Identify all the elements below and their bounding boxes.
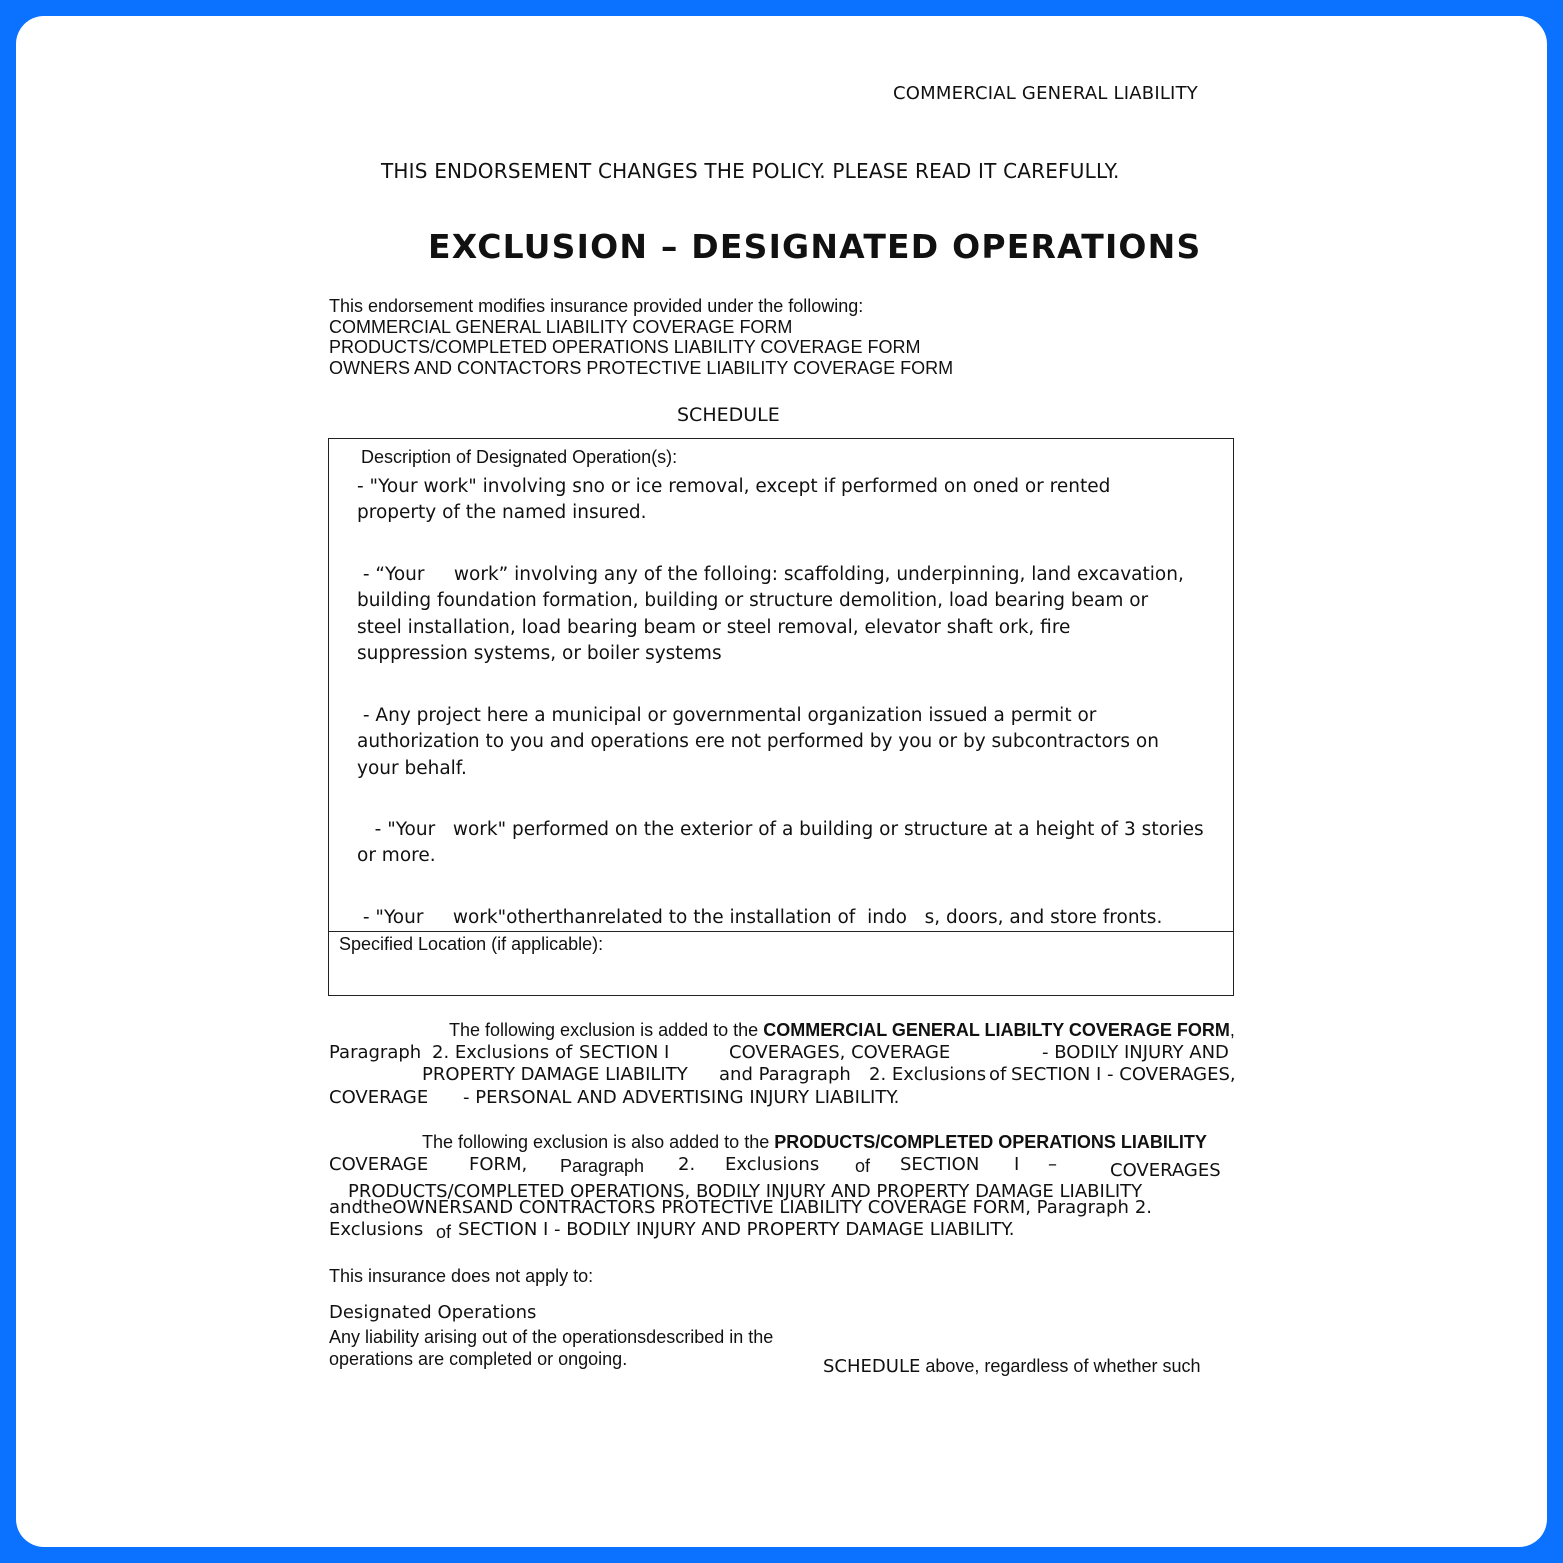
designated-operations-heading: Designated Operations bbox=[329, 1302, 537, 1323]
intro-block bbox=[329, 296, 953, 378]
closing-line-1: Any liability arising out of the operationsdescribed in the bbox=[329, 1327, 774, 1347]
cgl-personal bbox=[463, 1087, 899, 1108]
cgl-coverage: COVERAGE bbox=[329, 1087, 429, 1108]
designated-operation-4: - "Your work" performed on the exterior of a building or structure at a height of 3 stories or more. bbox=[357, 819, 1204, 867]
covered-form-1: COMMERCIAL GENERAL LIABILITY COVERAGE FORM bbox=[329, 316, 793, 337]
closing-tail-text: above, regardless of whether such bbox=[920, 1356, 1201, 1376]
designated-operation-1: - "Your work" involving sno or ice removal, except if performed on oned or rented property of the named insured. bbox=[357, 476, 1111, 524]
cgl-coverages: COVERAGES, COVERAGE bbox=[729, 1042, 951, 1063]
closing-tail bbox=[823, 1356, 1201, 1377]
products-exclusions: Exclusions bbox=[725, 1154, 820, 1175]
products-dash: – bbox=[1048, 1154, 1057, 1175]
products-line-4 bbox=[329, 1197, 1152, 1218]
cgl-of: of bbox=[555, 1042, 573, 1063]
page-title: EXCLUSION – DESIGNATED OPERATIONS bbox=[428, 227, 1202, 266]
cgl-of-2: of bbox=[989, 1064, 1007, 1085]
products-exclusions-2: Exclusions bbox=[329, 1219, 424, 1240]
products-owners-form: OWNERSAND CONTRACTORS PROTECTIVE LIABILITY COVERAGE FORM bbox=[392, 1197, 1026, 1218]
cgl-and-paragraph: and Paragraph bbox=[719, 1064, 851, 1085]
products-line-1 bbox=[422, 1132, 1207, 1153]
schedule-heading: SCHEDULE bbox=[677, 404, 780, 426]
designated-operation-5: - "Your work"otherthanrelated to the installation of indo s, doors, and store fronts. bbox=[357, 907, 1163, 928]
cgl-property: PROPERTY DAMAGE LIABILITY bbox=[422, 1064, 688, 1085]
location-label: Specified Location (if applicable): bbox=[339, 934, 604, 954]
products-of-2: of bbox=[436, 1222, 452, 1242]
cgl-comma: , bbox=[1229, 1020, 1235, 1040]
designated-operation-2: - “Your work” involving any of the folloing: scaffolding, underpinning, land excavation, building foundation formation, building or structure demolition, load bearing beam or steel installation, load bearing beam or steel removal, elevator shaft ork, fire suppression systems, or boiler systems bbox=[357, 564, 1184, 664]
closing-schedule-word: SCHEDULE bbox=[823, 1356, 921, 1377]
products-section: SECTION bbox=[900, 1154, 980, 1175]
products-coverages: COVERAGES bbox=[1110, 1160, 1221, 1181]
covered-form-2: PRODUCTS/COMPLETED OPERATIONS LIABILITY COVERAGE FORM bbox=[329, 337, 921, 357]
products-section-2: SECTION I - BODILY INJURY AND PROPERTY DAMAGE LIABILITY. bbox=[458, 1219, 1015, 1240]
closing-line-2: operations are completed or ongoing. bbox=[329, 1349, 628, 1369]
products-line-3: PRODUCTS/COMPLETED OPERATIONS, BODILY INJURY AND PROPERTY DAMAGE LIABILITY bbox=[348, 1181, 1143, 1202]
products-paragraph: Paragraph bbox=[560, 1156, 645, 1176]
cgl-form-name: COMMERCIAL GENERAL LIABILTY COVERAGE FORM bbox=[763, 1020, 1230, 1040]
products-lead: The following exclusion is also added to the bbox=[422, 1132, 775, 1152]
designated-operation-3: - Any project here a municipal or governmental organization issued a permit or authorization to you and operations ere not performed by you or by subcontractors on your behalf. bbox=[357, 705, 1159, 779]
products-coverage: COVERAGE bbox=[329, 1154, 429, 1175]
products-comma-paragraph: , Paragraph bbox=[1025, 1197, 1129, 1218]
cgl-line-1 bbox=[449, 1020, 1235, 1041]
products-form-name: PRODUCTS/COMPLETED OPERATIONS LIABILITY bbox=[774, 1132, 1207, 1152]
schedule-table bbox=[328, 438, 1234, 996]
products-form-word: FORM, bbox=[469, 1154, 528, 1175]
covered-form-3: OWNERS AND CONTACTORS PROTECTIVE LIABILITY COVERAGE FORM bbox=[329, 357, 954, 378]
schedule-divider bbox=[329, 931, 1233, 932]
cgl-period: . bbox=[893, 1087, 900, 1108]
cgl-lead: The following exclusion is added to the bbox=[449, 1020, 764, 1040]
products-roman: I bbox=[1014, 1154, 1020, 1175]
description-label: Description of Designated Operation(s): bbox=[361, 447, 678, 467]
not-apply-text: This insurance does not apply to: bbox=[329, 1266, 594, 1286]
cgl-section: SECTION I bbox=[579, 1042, 670, 1063]
cgl-personal-text: - PERSONAL AND ADVERTISING INJURY LIABILITY bbox=[463, 1087, 894, 1108]
endorsement-notice: THIS ENDORSEMENT CHANGES THE POLICY. PLEASE READ IT CAREFULLY. bbox=[381, 159, 1120, 183]
intro-lead: This endorsement modifies insurance provided under the following: bbox=[329, 296, 864, 316]
cgl-section-2: SECTION I - COVERAGES, bbox=[1011, 1064, 1236, 1085]
products-num: 2. bbox=[678, 1154, 696, 1175]
form-type-label: COMMERCIAL GENERAL LIABILITY bbox=[893, 83, 1198, 104]
products-andthe: andthe bbox=[329, 1197, 393, 1218]
cgl-paragraph: Paragraph bbox=[329, 1042, 422, 1063]
products-of: of bbox=[855, 1156, 871, 1176]
document-page bbox=[16, 16, 1547, 1547]
cgl-bodily: - BODILY INJURY AND bbox=[1042, 1042, 1229, 1063]
products-num-2: 2. bbox=[1134, 1197, 1153, 1218]
cgl-exclusions-2: 2. Exclusions bbox=[869, 1064, 987, 1085]
cgl-exclusions: 2. Exclusions bbox=[432, 1042, 550, 1063]
